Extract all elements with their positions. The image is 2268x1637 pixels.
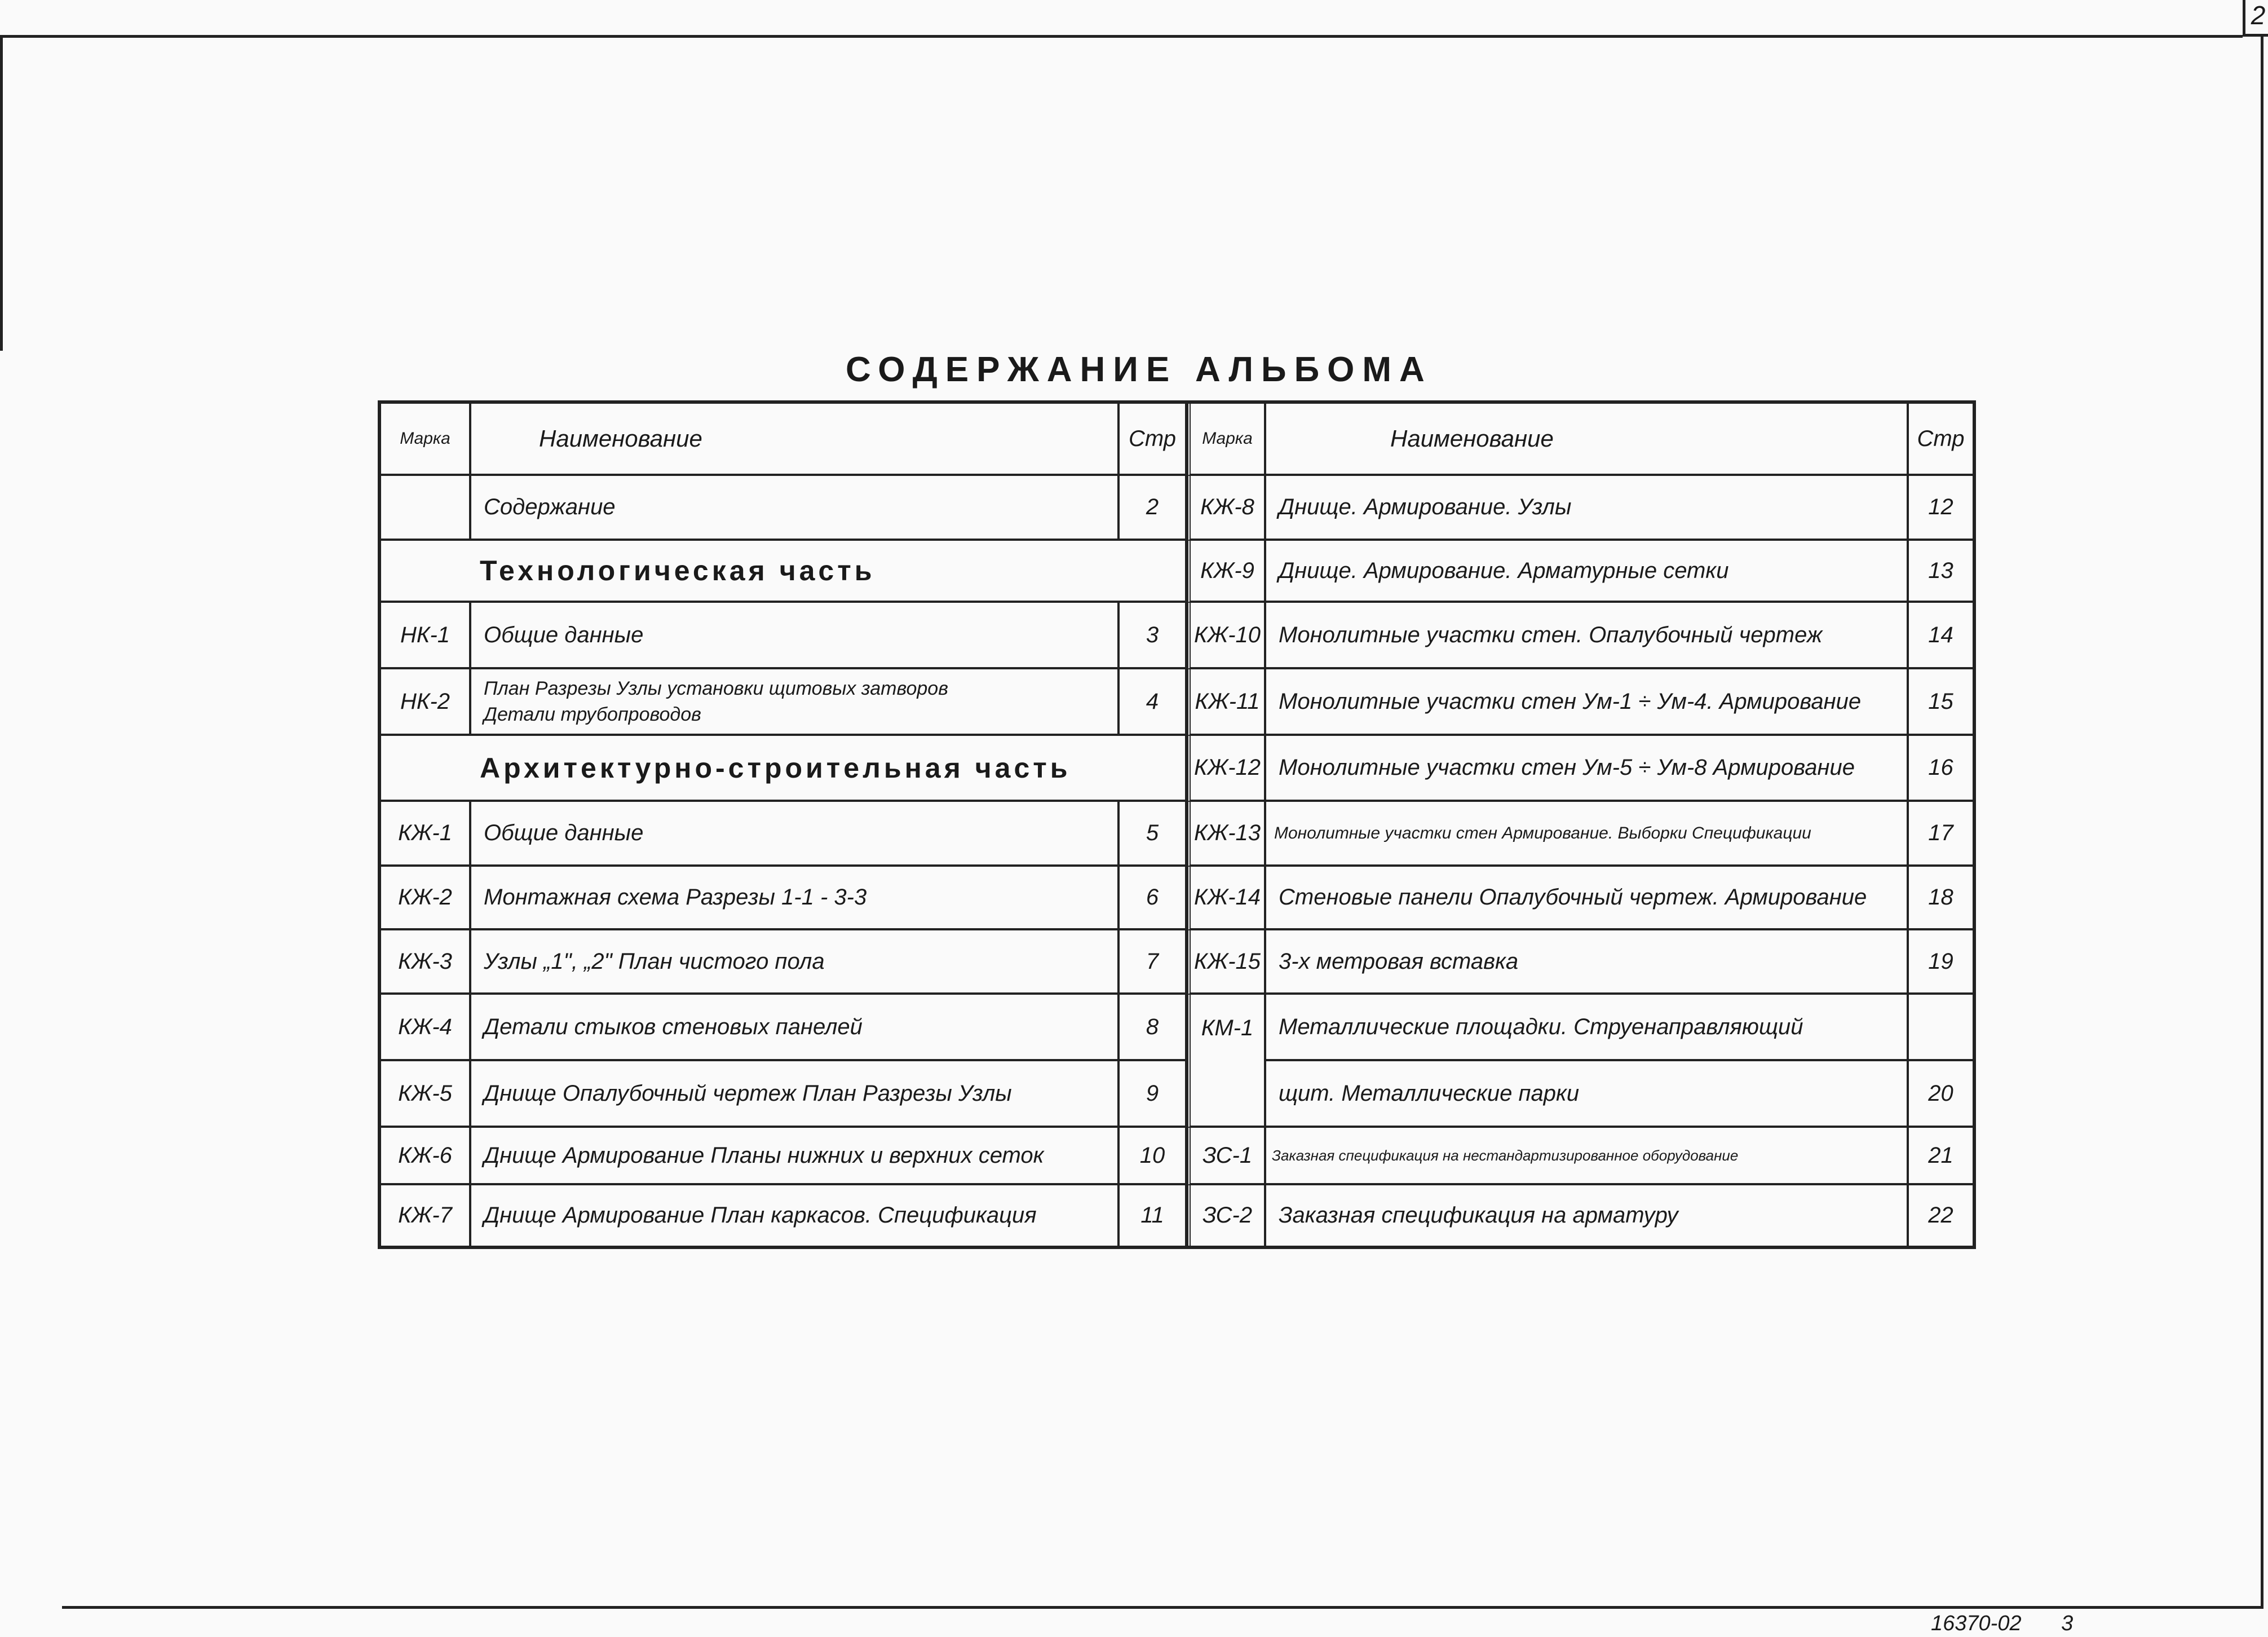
title-part-2: АЛЬБОМА [1195,350,1433,389]
left-page-cell: 11 [1120,1185,1187,1246]
right-name-cell: щит. Металлические парки [1266,1061,1909,1128]
right-mark-cell: ЗС-2 [1187,1185,1266,1246]
left-page-cell: 9 [1120,1061,1187,1128]
right-name-cell: Монолитные участки стен Ум-5 ÷ Ум-8 Армирование [1266,736,1909,802]
right-page-cell: 19 [1909,930,1973,995]
left-name-cell: Содержание [471,476,1120,541]
left-name-cell: Днище Опалубочный чертеж План Разрезы Узлы [471,1061,1120,1128]
left-name-cell: Днище Армирование Планы нижних и верхних сеток [471,1128,1120,1185]
left-mark-cell: КЖ-4 [381,995,471,1061]
left-name-line-2: Детали трубопроводов [484,704,701,725]
right-mark-cell: КЖ-10 [1187,603,1266,669]
left-mark-cell [381,476,471,541]
sheet-corner-number: 2 [2243,0,2268,37]
frame-left-line [0,35,3,351]
right-mark-cell: КЖ-8 [1187,476,1266,541]
right-name-cell: Заказная спецификация на арматуру [1266,1185,1909,1246]
left-mark-cell: НК-1 [381,603,471,669]
right-mark-cell: КЖ-13 [1187,802,1266,867]
left-page-cell: 6 [1120,867,1187,930]
header-name-left: Наименование [471,404,1120,476]
right-mark-cell: КЖ-15 [1187,930,1266,995]
left-mark-cell: НК-2 [381,669,471,736]
left-page-cell: 10 [1120,1128,1187,1185]
doc-number-text: 16370-02 [1931,1612,2022,1635]
left-page-cell: 2 [1120,476,1187,541]
right-mark-cell: КЖ-14 [1187,867,1266,930]
right-page-cell: 17 [1909,802,1973,867]
right-page-cell: 21 [1909,1128,1973,1185]
right-mark-cell: ЗС-1 [1187,1128,1266,1185]
left-mark-cell: КЖ-2 [381,867,471,930]
right-page-cell: 13 [1909,541,1973,603]
header-mark-left: Марка [381,404,471,476]
right-name-cell: Днище. Армирование. Узлы [1266,476,1909,541]
title-part-1: СОДЕРЖАНИЕ [846,350,1178,389]
header-page-left: Стр [1120,404,1187,476]
left-name-cell: Монтажная схема Разрезы 1-1 - 3-3 [471,867,1120,930]
right-mark-cell: КЖ-9 [1187,541,1266,603]
right-mark-cell: КЖ-12 [1187,736,1266,802]
right-name-cell: Монолитные участки стен. Опалубочный чертеж [1266,603,1909,669]
left-mark-cell: КЖ-1 [381,802,471,867]
frame-right-line [2261,34,2263,1607]
left-name-cell: Общие данные [471,802,1120,867]
right-page-cell: 22 [1928,1203,1953,1228]
left-name-cell: Общие данные [471,603,1120,669]
left-name-line-1: План Разрезы Узлы установки щитовых затворов [484,678,948,699]
left-mark-cell: КЖ-6 [381,1128,471,1185]
left-page-cell: 8 [1120,995,1187,1061]
document-number [1931,1612,2073,1637]
right-page-cell [1909,995,1973,1061]
left-name-cell [471,669,1120,736]
left-page-cell: 4 [1120,669,1187,736]
right-name-cell: Металлические площадки. Струенаправляющий [1266,995,1909,1061]
right-mark-cell [1187,1061,1266,1128]
left-page-cell: 3 [1120,603,1187,669]
frame-top-line [0,35,2243,38]
section-heading-technological: Технологическая часть [381,541,1187,603]
sheet-number: 3 [2061,1612,2074,1635]
right-name-cell: Монолитные участки стен Армирование. Выборки Спецификации [1266,802,1909,867]
header-mark-right: Марка [1187,404,1266,476]
left-name-cell: Узлы „1", „2" План чистого пола [471,930,1120,995]
section-heading-architectural: Архитектурно-строительная часть [381,736,1187,802]
right-page-cell: 16 [1909,736,1973,802]
right-page-cell: 15 [1909,669,1973,736]
left-name-cell: Детали стыков стеновых панелей [471,995,1120,1061]
left-mark-cell: КЖ-5 [381,1061,471,1128]
right-name-cell: Монолитные участки стен Ум-1 ÷ Ум-4. Армирование [1266,669,1909,736]
header-name-right: Наименование [1266,404,1909,476]
left-name-cell: Днище Армирование План каркасов. Спецификация [471,1185,1120,1246]
right-page-cell: 18 [1909,867,1973,930]
right-name-cell: Стеновые панели Опалубочный чертеж. Армирование [1266,867,1909,930]
left-page-cell: 7 [1120,930,1187,995]
right-page-cell: 12 [1909,476,1973,541]
frame-bottom-line [62,1606,2263,1609]
right-mark-cell: КЖ-11 [1187,669,1266,736]
header-page-right: Стр [1909,404,1973,476]
page-title [846,350,1433,395]
left-mark-cell: КЖ-3 [381,930,471,995]
right-name-cell: 3-х метровая вставка [1266,930,1909,995]
left-page-cell: 5 [1120,802,1187,867]
right-mark-cell: КМ-1 [1187,995,1266,1061]
right-name-cell: Заказная спецификация на нестандартизированное оборудование [1266,1128,1909,1185]
right-page-cell: 20 [1909,1061,1973,1128]
right-name-cell: Днище. Армирование. Арматурные сетки [1266,541,1909,603]
contents-table [378,400,1976,1249]
left-mark-cell: КЖ-7 [381,1185,471,1246]
right-page-cell: 14 [1909,603,1973,669]
